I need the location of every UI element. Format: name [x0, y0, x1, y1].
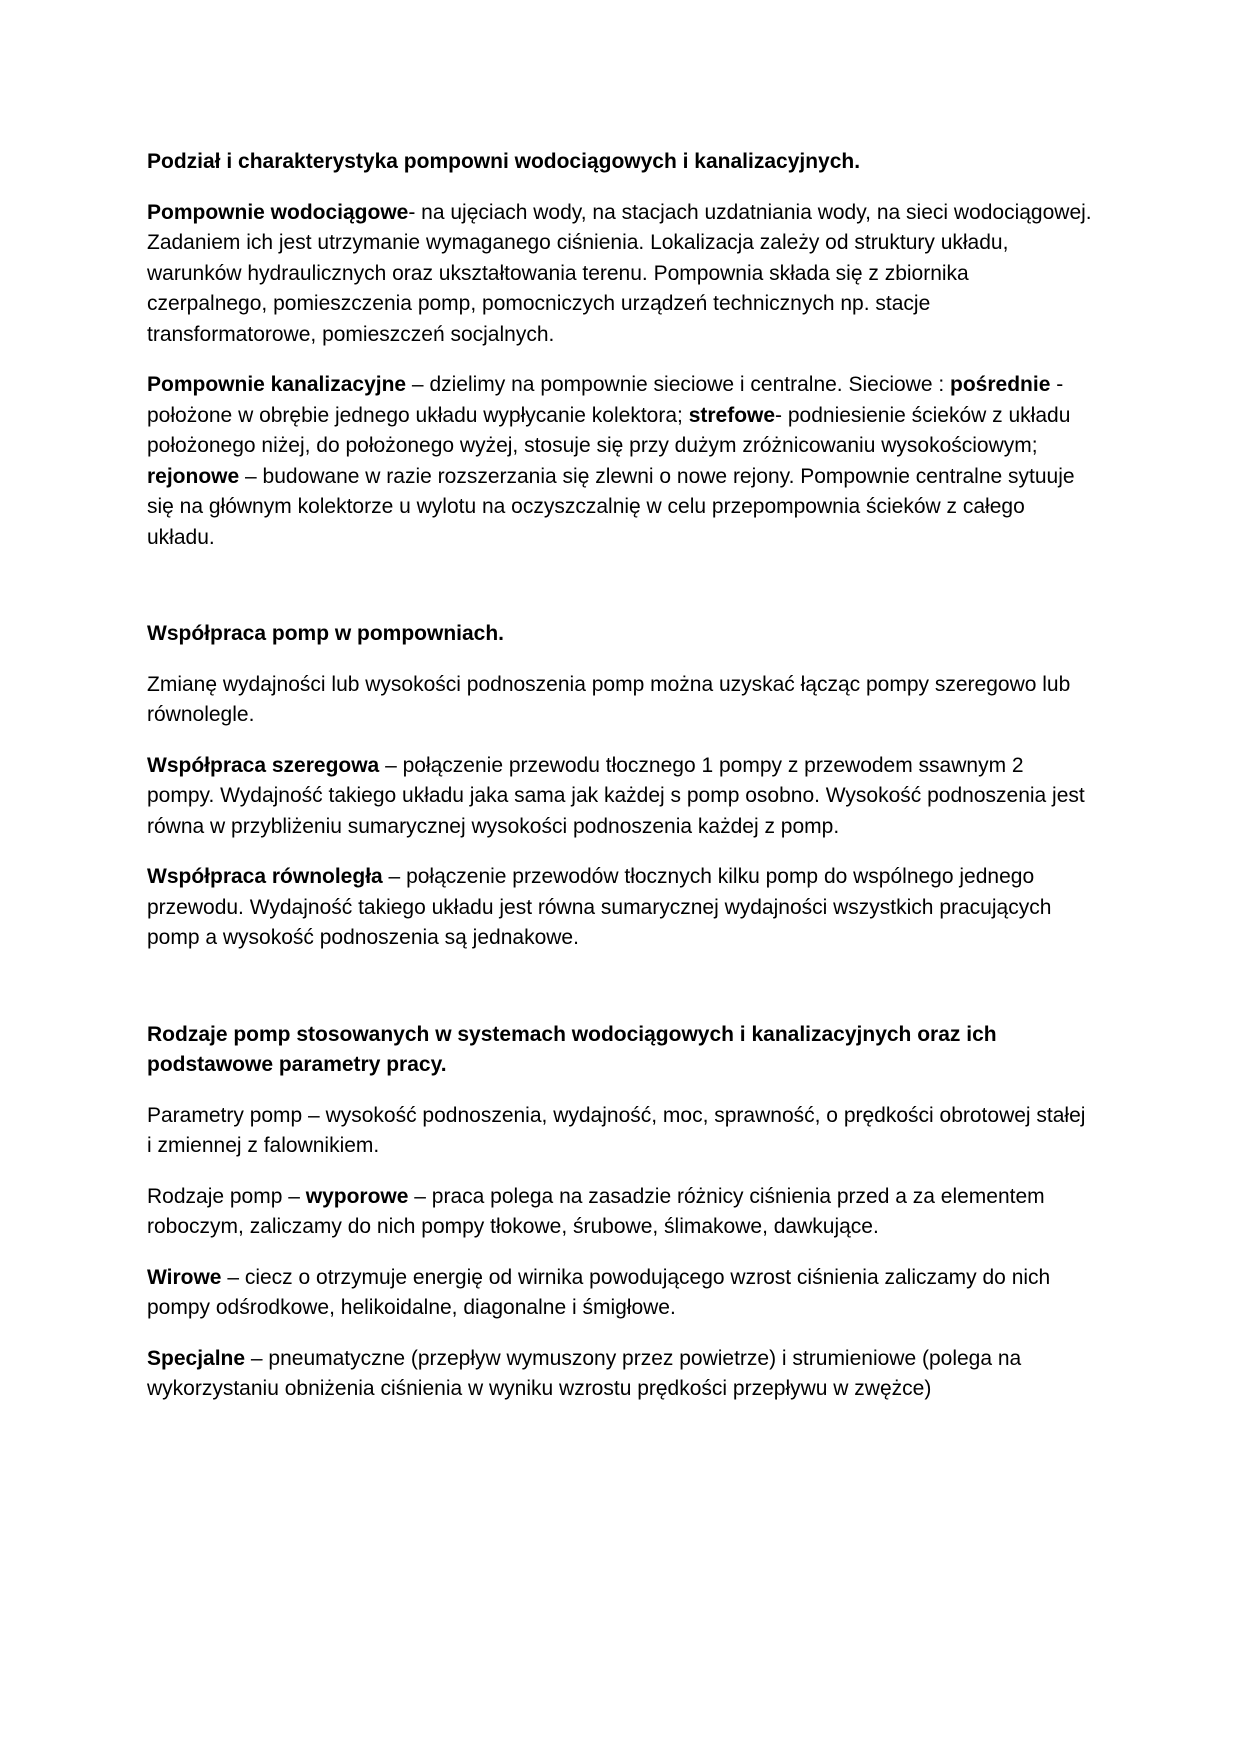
text-rodzaje-pomp-b: – praca polega na zasadzie różnicy ciśnienia przed a za elementem roboczym, zaliczamy do nich pompy tłokowe, śrubowe, ślimakowe, dawkujące.	[147, 1184, 1045, 1238]
text-kanalizacyjne-c: - podniesienie ścieków z układu położonego niżej, do położonego wyżej, stosuje się przy dużym zróżnicowaniu wysokościowym;	[147, 403, 1071, 457]
paragraph-rodzaje-pomp	[147, 1182, 1093, 1243]
term-wspolpraca-rownolegla: Współpraca równoległa	[147, 865, 383, 888]
paragraph-parametry-pomp: Parametry pomp – wysokość podnoszenia, wydajność, moc, sprawność, o prędkości obrotowej stałej i zmiennej z falownikiem.	[147, 1103, 1086, 1157]
paragraph-specjalne	[147, 1344, 1093, 1405]
paragraph-wirowe	[147, 1263, 1093, 1324]
term-pompownie-kanalizacyjne: Pompownie kanalizacyjne	[147, 373, 407, 396]
text-pompownie-wodociagowe: - na ujęciach wody, na stacjach uzdatniania wody, na sieci wodociągowej. Zadaniem ich jest utrzymanie wymaganego ciśnienia. Lokalizacja zależy od struktury układu, warunków hydraulicznych oraz ukształtowania terenu. Pompownia składa się z zbiornika czerpalnego, pomieszczenia pomp, pomocniczych urządzeń technicznych np. stacje transformatorowe, pomieszczeń socjalnych.	[147, 200, 1092, 346]
text-wspolpraca-szeregowa: – połączenie przewodu tłocznego 1 pompy z przewodem ssawnym 2 pompy. Wydajność takiego układu jaka sama jak każdej s pomp osobno. Wysokość podnoszenia jest równa w przybliżeniu sumarycznej wysokości podnoszenia każdej z pomp.	[147, 753, 1085, 838]
term-posrednie: pośrednie	[950, 373, 1051, 396]
paragraph-wspolpraca-szeregowa	[147, 751, 1093, 843]
text-specjalne: – pneumatyczne (przepływ wymuszony przez powietrze) i strumieniowe (polega na wykorzystaniu obniżenia ciśnienia w wyniku wzrostu prędkości przepływu w zwężce)	[147, 1346, 1022, 1400]
section-title-wspolpraca: Współpraca pomp w pompowniach.	[147, 622, 505, 645]
paragraph-pompownie-kanalizacyjne	[147, 370, 1093, 553]
term-specjalne: Specjalne	[147, 1346, 246, 1370]
section-title-rodzaje-pomp: Rodzaje pomp stosowanych w systemach wodociągowych i kanalizacyjnych oraz ich podstawowe parametry pracy.	[147, 1022, 997, 1076]
text-kanalizacyjne-d: – budowane w razie rozszerzania się zlewni o nowe rejony. Pompownie centralne sytuuje się na głównym kolektorze u wylotu na oczyszczalnię w celu przepompownia ścieków z całego układu.	[147, 464, 1075, 549]
term-wspolpraca-szeregowa: Współpraca szeregowa	[147, 753, 380, 777]
text-wspolpraca-rownolegla: – połączenie przewodów tłocznych kilku pomp do wspólnego jednego przewodu. Wydajność takiego układu jest równa sumarycznej wydajności wszystkich pracujących pomp a wysokość podnoszenia są jednakowe.	[147, 865, 1052, 949]
term-wirowe: Wirowe	[147, 1265, 222, 1289]
document-page	[147, 147, 1093, 1405]
term-rejonowe: rejonowe	[147, 464, 240, 488]
term-pompownie-wodociagowe: Pompownie wodociągowe	[147, 200, 409, 224]
paragraph-pompownie-wodociagowe	[147, 198, 1093, 351]
text-kanalizacyjne-a: – dzielimy na pompownie sieciowe i centralne. Sieciowe :	[406, 373, 951, 396]
text-rodzaje-pomp-a: Rodzaje pomp –	[147, 1184, 306, 1208]
term-wyporowe: wyporowe	[305, 1184, 409, 1208]
term-strefowe: strefowe	[688, 403, 776, 427]
text-kanalizacyjne-b: - położone w obrębie jednego układu wypłycanie kolektora;	[147, 373, 1064, 427]
paragraph-zmiana-wydajnosci: Zmianę wydajności lub wysokości podnoszenia pomp można uzyskać łącząc pompy szeregowo lub równolegle.	[147, 672, 1071, 726]
section-title-pompownie: Podział i charakterystyka pompowni wodociągowych i kanalizacyjnych.	[147, 150, 861, 173]
text-wirowe: – ciecz o otrzymuje energię od wirnika powodującego wzrost ciśnienia zaliczamy do nich pompy odśrodkowe, helikoidalne, diagonalne i śmigłowe.	[147, 1265, 1051, 1319]
paragraph-wspolpraca-rownolegla	[147, 862, 1093, 954]
